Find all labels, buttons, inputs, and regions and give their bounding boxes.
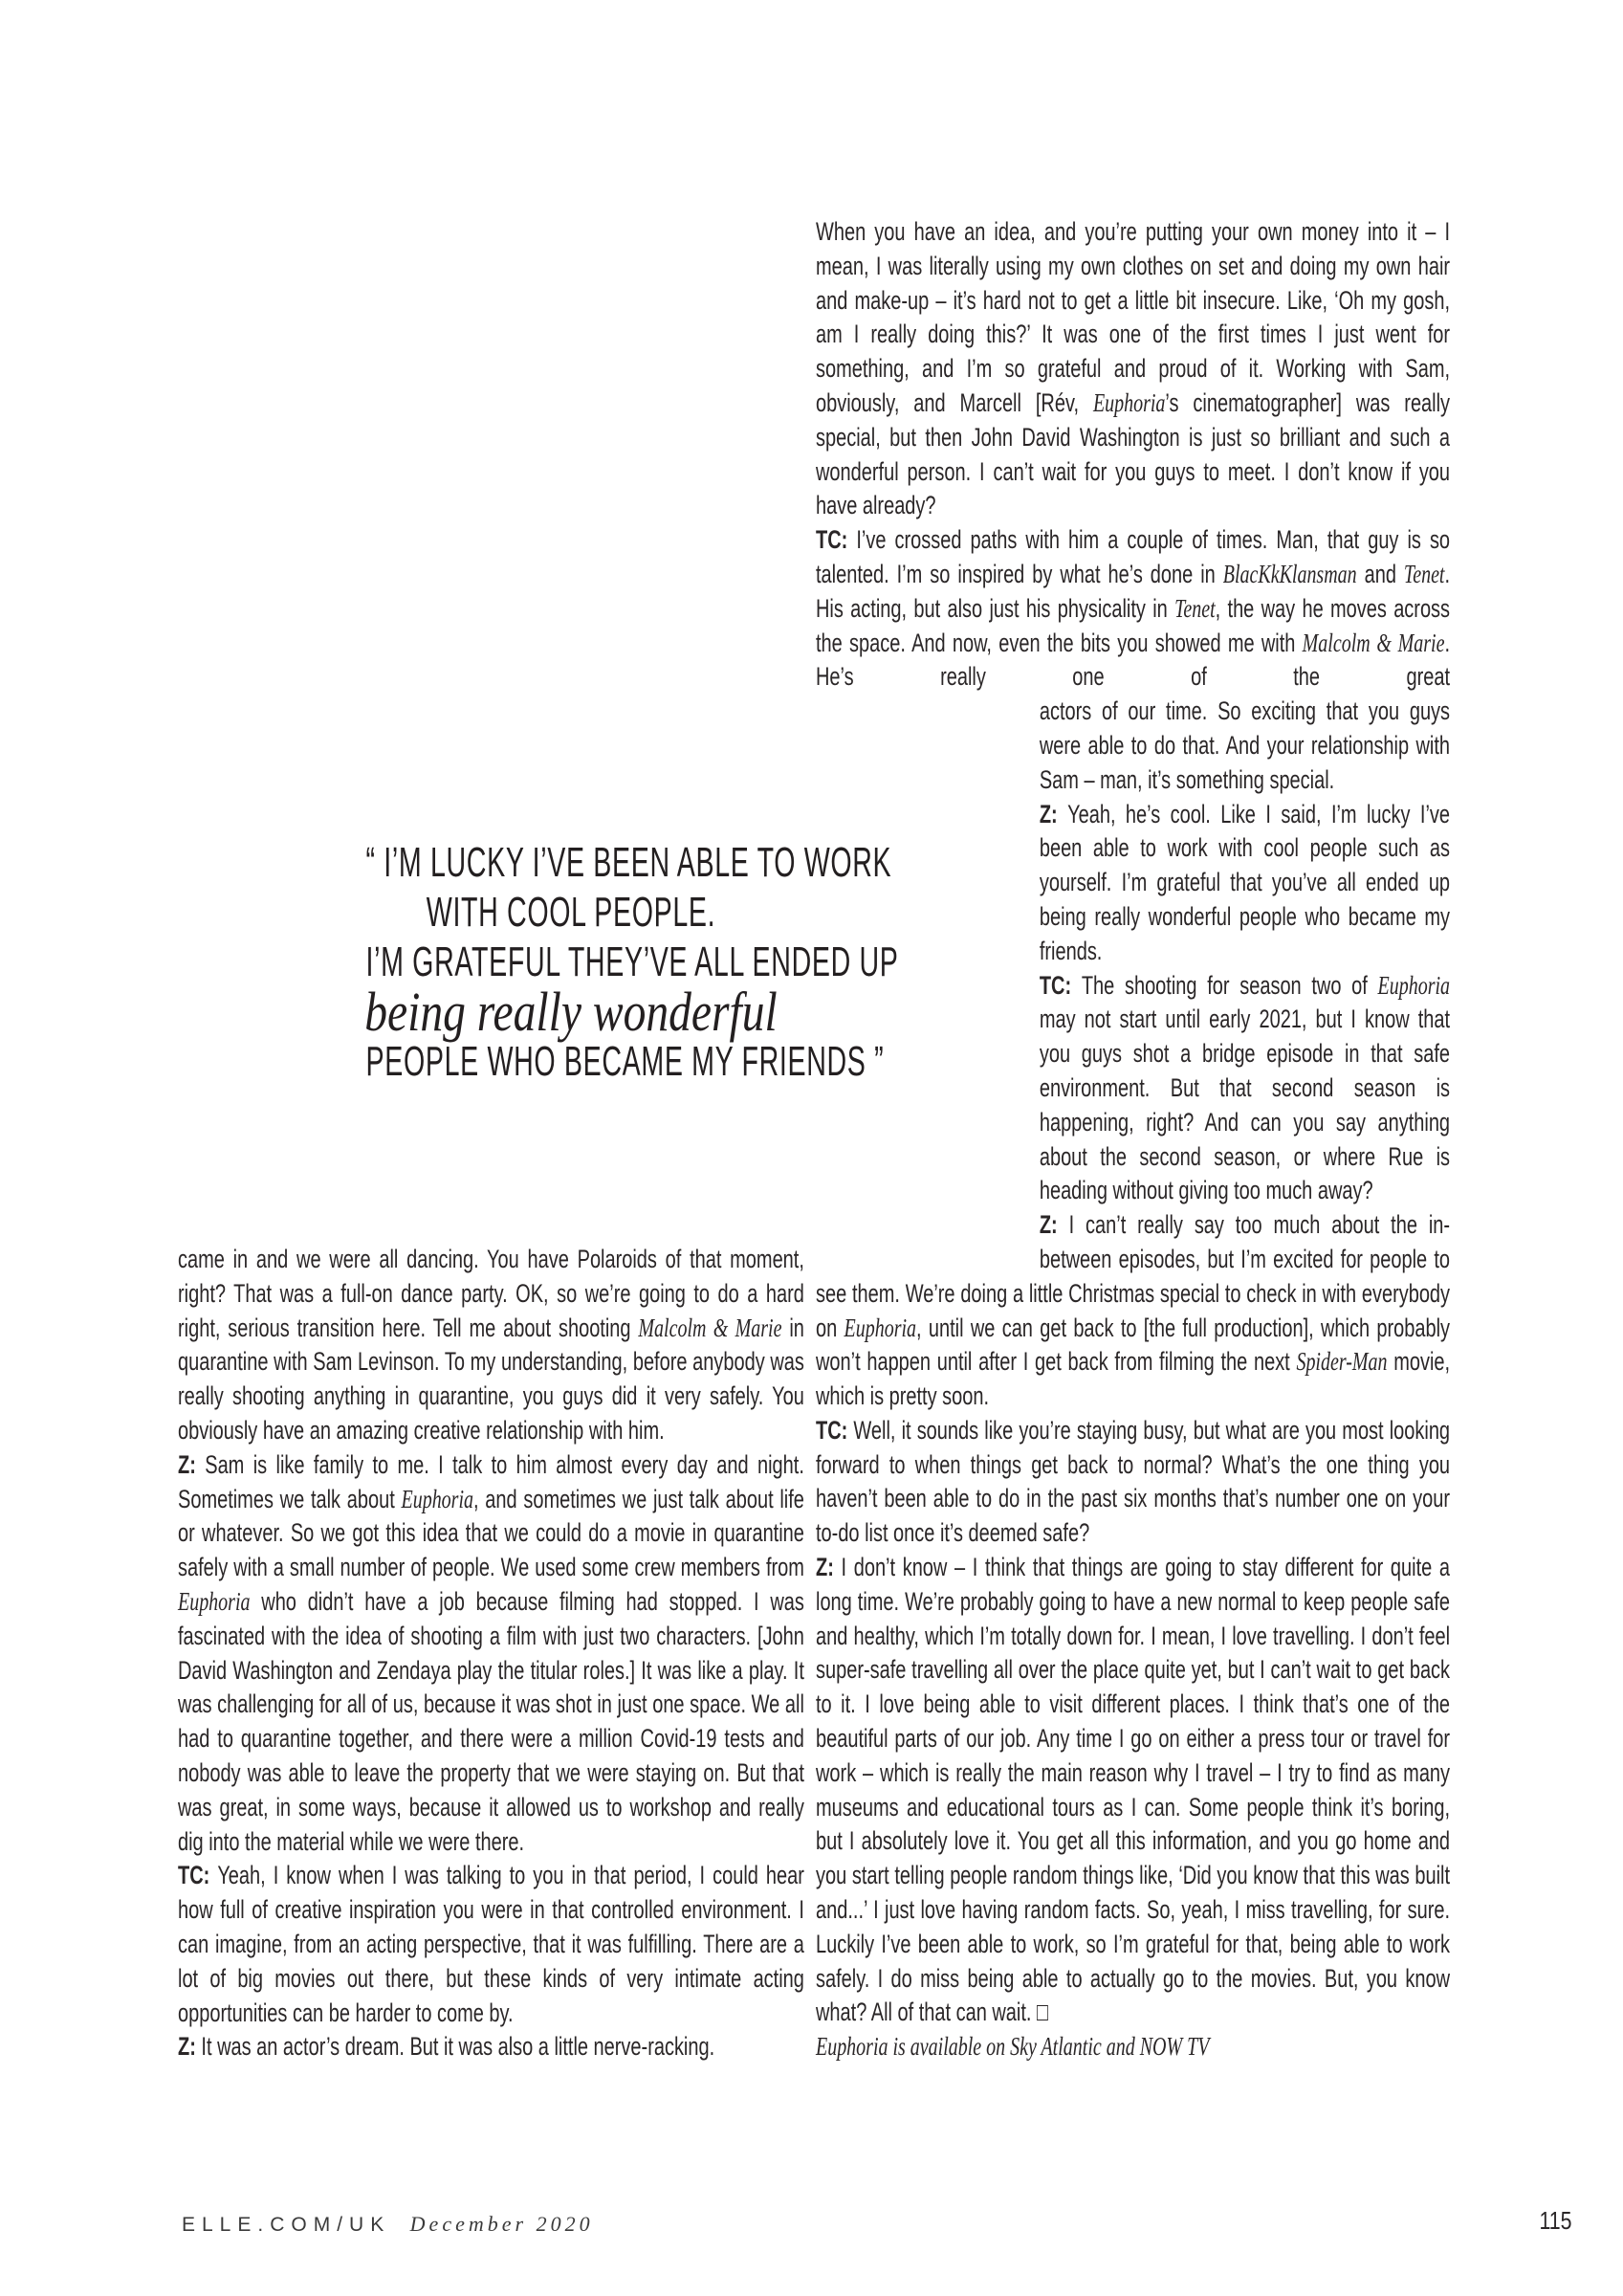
rc-paragraph-z-cool-people: Z: Yeah, he’s cool. Like I said, I’m lucky I’ve been able to work with cool people such as yourself. I’m grateful that you’ve all ended up being really wonderful people who became my friends. <box>1039 799 1451 965</box>
page-number: 115 <box>1539 2206 1571 2235</box>
pull-quote <box>255 838 899 1087</box>
rc-paragraph-z-episodes: Z: I can’t really say too much about the in-between episodes, but I’m excited for people to see them. We’re doing a little Christmas special to check in with everybody on Euphoria, until we can get back to [the full production], which probably won’t happen until after I get back from filming the next Spider-Man movie, which is pretty soon. <box>816 1210 1451 1411</box>
pull-quote-line: WITH COOL PEOPLE. <box>426 889 716 936</box>
rc-paragraph-tc-normal: TC: Well, it sounds like you’re staying busy, but what are you most looking forward to when things get back to normal? What’s the one thing you haven’t been able to do in the past six months that’s number one on your to-do list once it’s deemed safe? <box>816 1415 1451 1548</box>
pull-quote-line: PEOPLE WHO BECAME MY FRIENDS ” <box>365 1038 885 1085</box>
left-column <box>178 1243 804 2064</box>
lc-paragraph-z-dream: Z: It was an actor’s dream. But it was also a little nerve-racking. <box>178 2032 715 2062</box>
lc-paragraph-z-sam: Z: Sam is like family to me. I talk to him almost every day and night. Sometimes we talk about Euphoria, and sometimes we just talk about life or whatever. So we got this idea that we could do a movie in quarantine safely with a small number of people. We used some crew members from Euphoria who didn’t have a job because filming had stopped. I was fascinated with the idea of shooting a film with just two characters. [John David Washington and Zendaya play the titular roles.] It was like a play. It was challenging for all of us, because it was shot in just one space. We all had to quarantine together, and there were a million Covid-19 tests and nobody was able to leave the property that we were staying on. But that was great, in some ways, because it allowed us to workshop and really dig into the material while we were there. <box>178 1449 804 1856</box>
rc-paragraph-tc-season-two: TC: The shooting for season two of Euphoria may not start until early 2021, but I know that you guys shot a bridge episode in that safe environment. But that second season is happening, right? And can you say anything about the second season, or where Rue is heading without giving too much away? <box>1039 970 1451 1205</box>
footer-issue-date: December 2020 <box>409 2212 594 2236</box>
rc-paragraph-tc-narrow: actors of our time. So exciting that you guys were able to do that. And your relationship with Sam – man, it’s something special. <box>1039 696 1451 794</box>
rc-paragraph-z-travel: Z: I don’t know – I think that things are going to stay different for quite a long time. We’re probably going to have a new normal to keep people safe and healthy, which I’m totally down for. I mean, I love travelling. I don’t feel super-safe travelling all over the place quite yet, but I can’t wait to get back to it. I love being able to visit different places. I think that’s one of the beautiful parts of our job. Any time I go on either a press tour or travel for work – which is really the main reason why I travel – I try to find as many museums and educational tours as I can. Some people think it’s boring, but I absolutely love it. You get all this information, and you go home and you start telling people random things like, ‘Did you know that this was built and...’ I just love having random facts. So, yeah, I miss travelling, for sure. Luckily I’ve been able to work, so I’m grateful for that, being able to work safely. I do miss being able to actually go to the movies. But, you know what? All of that can wait. □ <box>816 1553 1451 2027</box>
right-column <box>816 215 1450 2064</box>
footer-credit <box>182 2212 594 2237</box>
lc-paragraph-tc-dance: came in and we were all dancing. You have Polaroids of that moment, right? That was a full-on dance party. OK, so we’re going to do a hard right, serious transition here. Tell me about shooting Malcolm & Marie in quarantine with Sam Levinson. To my understanding, before anybody was really shooting anything in quarantine, you guys did it very safely. You obviously have an amazing creative relationship with him. <box>178 1245 804 1445</box>
footer-brand: ELLE.COM/UK <box>182 2214 391 2236</box>
pull-quote-line: I’M GRATEFUL THEY’VE ALL ENDED UP <box>365 938 899 985</box>
pull-quote-line: “ I’M LUCKY I’VE BEEN ABLE TO WORK <box>365 839 892 886</box>
pull-quote-line-italic: being really wonderful <box>364 981 778 1043</box>
availability-credit-line: Euphoria is available on Sky Atlantic and NOW TV <box>816 2032 1210 2062</box>
rc-paragraph-z-intro: When you have an idea, and you’re putting your own money into it – I mean, I was literally using my own clothes on set and doing my own hair and make-up – it’s hard not to get a little bit insecure. Like, ‘Oh my gosh, am I really doing this?’ It was one of the first times I just went for something, and I’m so grateful and proud of it. Working with Sam, obviously, and Marcell [Rév, Euphoria’s cinematographer] was really special, but then John David Washington is just so brilliant and such a wonderful person. I can’t wait for you guys to meet. I don’t know if you have already? <box>816 217 1451 520</box>
rc-paragraph-tc-wide: TC: I’ve crossed paths with him a couple of times. Man, that guy is so talented. I’m so inspired by what he’s done in BlacKkKlansman and Tenet. His acting, but also just his physicality in Tenet, the way he moves across the space. And now, even the bits you showed me with Malcolm & Marie. He’s really one of the great <box>816 525 1451 692</box>
lc-paragraph-tc-inspiration: TC: Yeah, I know when I was talking to you in that period, I could hear how full of creative inspiration you were in that controlled environment. I can imagine, from an acting perspective, that it was fulfilling. There are a lot of big movies out there, but these kinds of very intimate acting opportunities can be harder to come by. <box>178 1861 804 2027</box>
